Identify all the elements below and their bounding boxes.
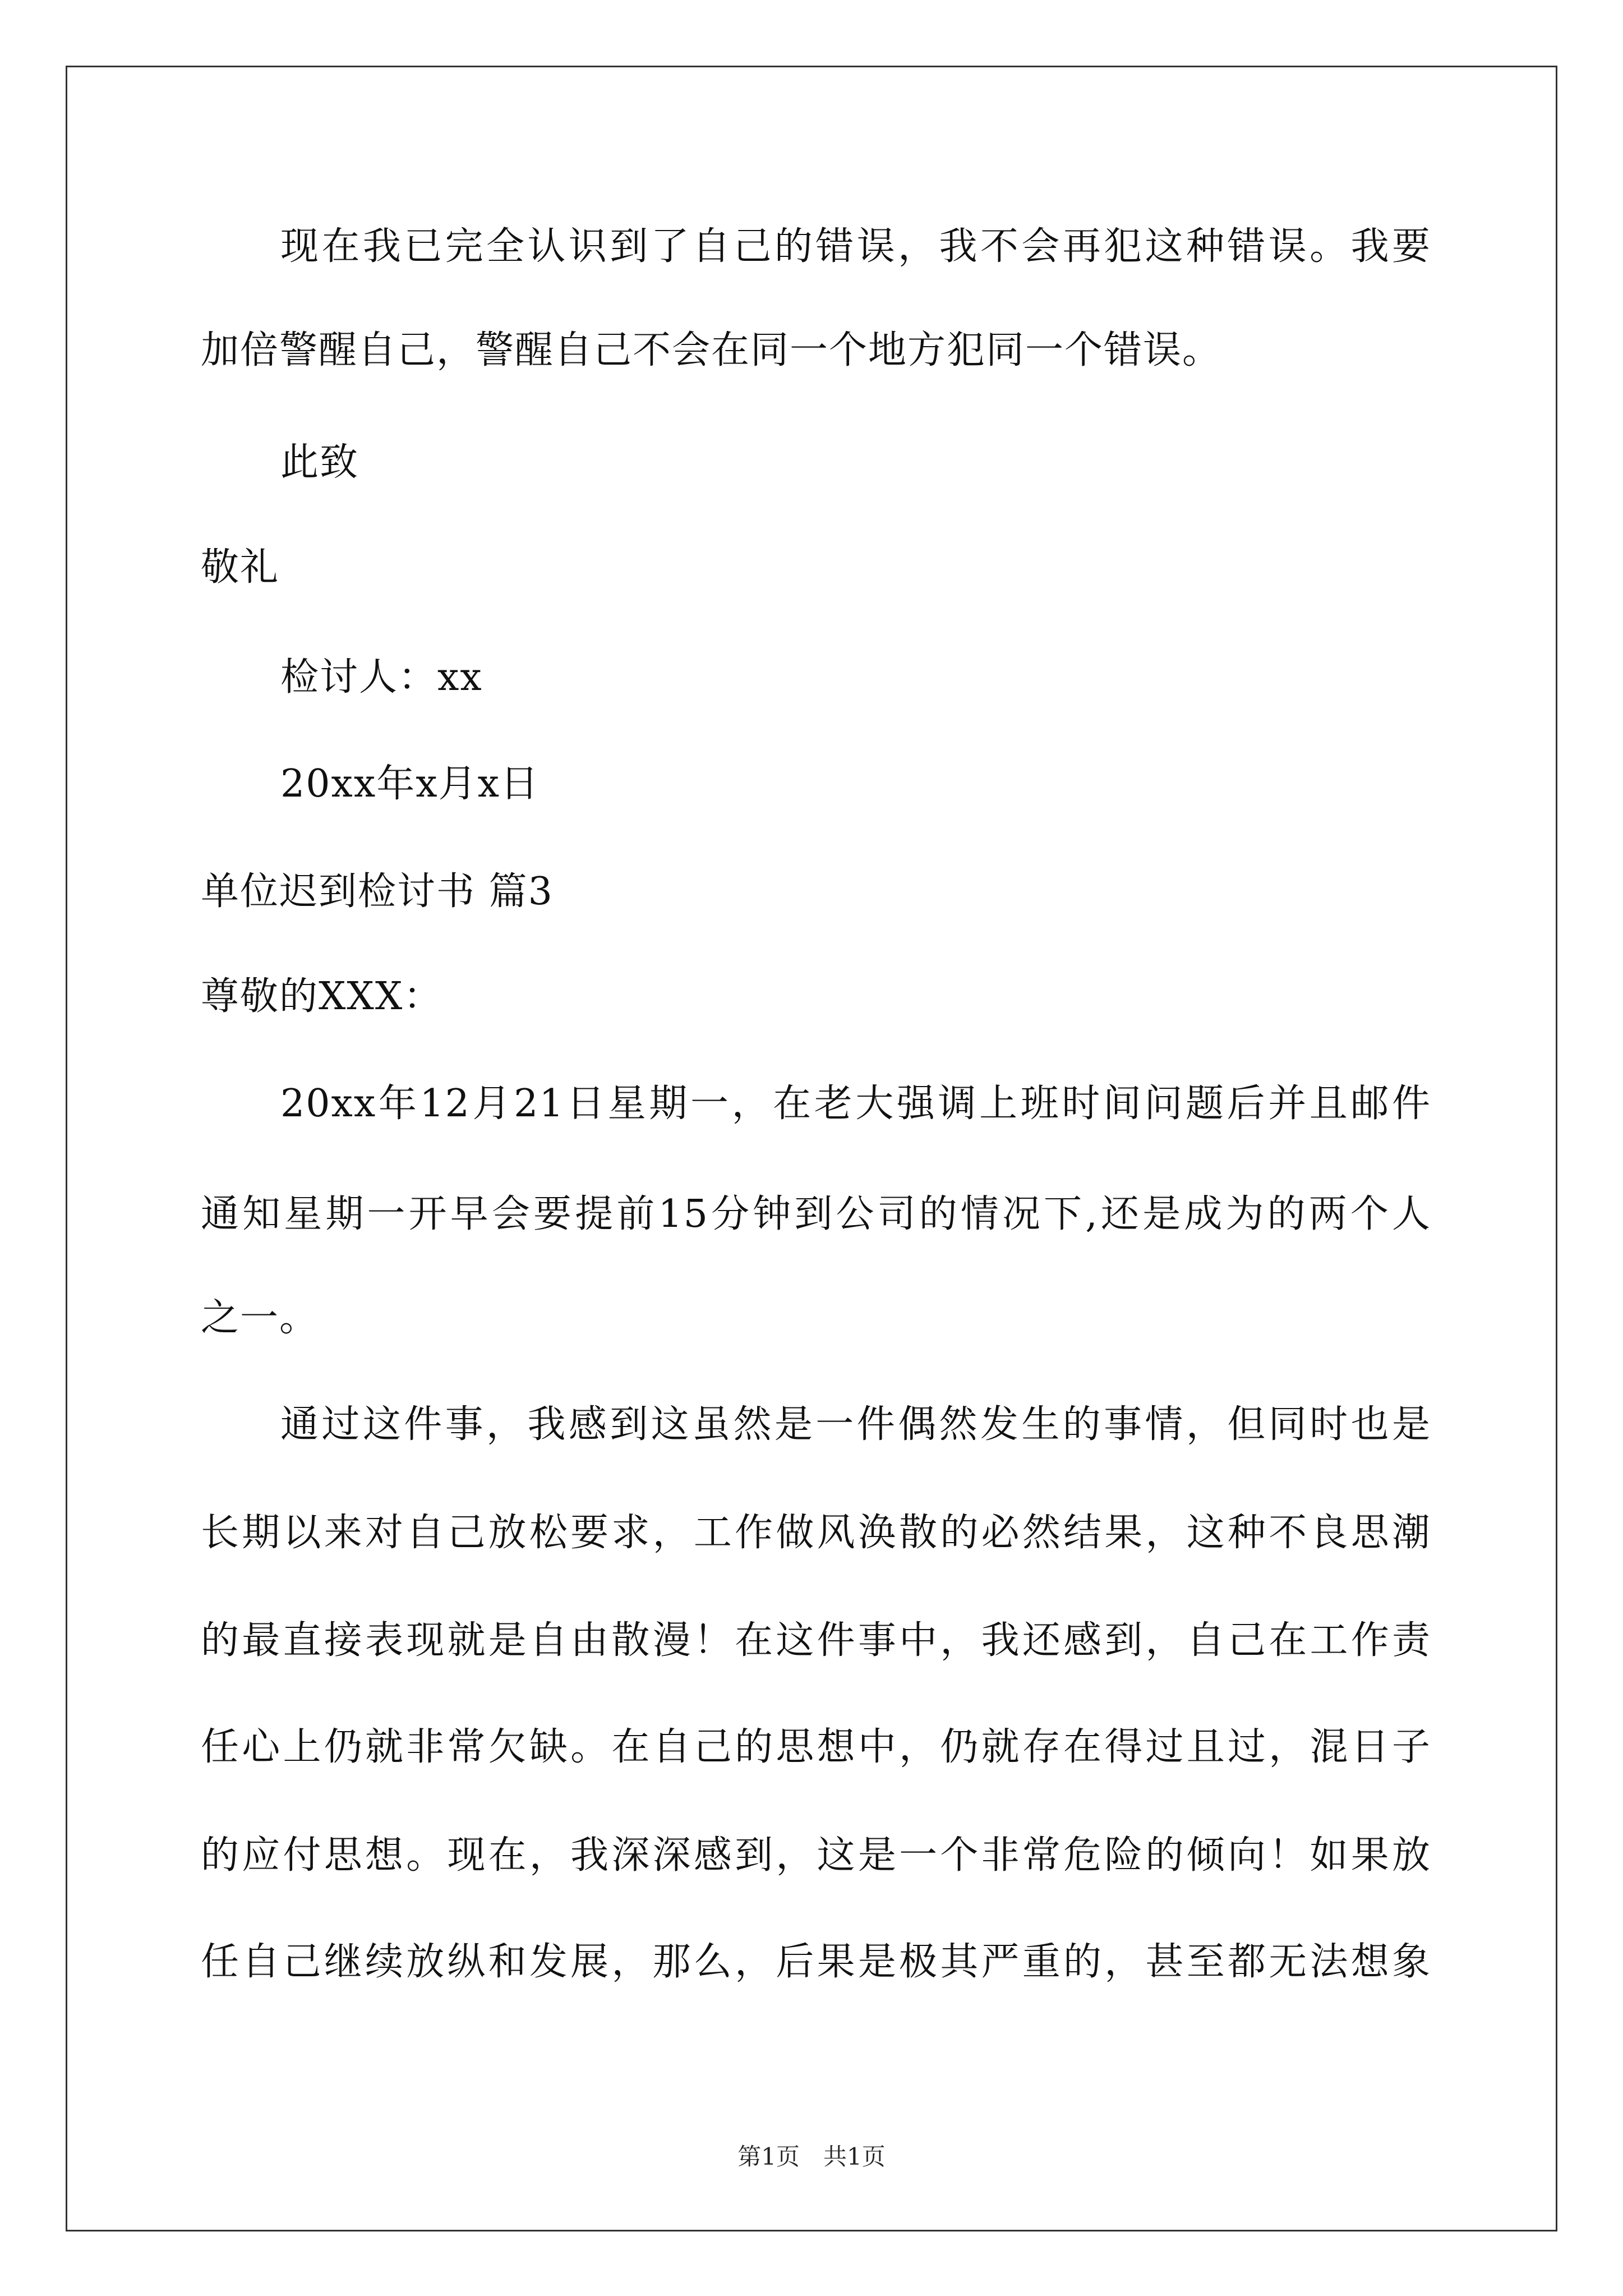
paragraph-line: 之一。 — [201, 1296, 319, 1340]
paragraph-line: 任心上仍就非常欠缺。在自己的思想中，仍就存在得过且过，混日子 — [201, 1725, 1431, 1769]
greeting: 尊敬的XXX： — [201, 974, 443, 1019]
paragraph-line: 的最直接表现就是自由散漫！在这件事中，我还感到，自己在工作责 — [201, 1618, 1431, 1663]
signature-date: 20xx年x月x日 — [280, 762, 540, 806]
closing-salutation: 此致 — [280, 440, 359, 485]
paragraph-line: 现在我已完全认识到了自己的错误，我不会再犯这种错误。我要 — [280, 224, 1431, 269]
signature-name: 检讨人：xx — [280, 655, 483, 700]
page-border — [66, 66, 1557, 2231]
paragraph-line: 20xx年12月21日星期一，在老大强调上班时间问题后并且邮件 — [280, 1082, 1431, 1126]
paragraph-line: 加倍警醒自己，警醒自己不会在同一个地方犯同一个错误。 — [201, 328, 1222, 372]
paragraph-line: 的应付思想。现在，我深深感到，这是一个非常危险的倾向！如果放 — [201, 1833, 1431, 1878]
paragraph-line: 通知星期一开早会要提前15分钟到公司的情况下,还是成为的两个人 — [201, 1192, 1431, 1236]
section-heading: 单位迟到检讨书 篇3 — [201, 869, 554, 914]
paragraph-line: 任自己继续放纵和发展，那么，后果是极其严重的，甚至都无法想象 — [201, 1940, 1431, 1984]
page-footer: 第1页 共1页 — [737, 2143, 886, 2170]
closing-regards: 敬礼 — [201, 545, 280, 590]
paragraph-line: 长期以来对自己放松要求，工作做风涣散的必然结果，这种不良思潮 — [201, 1511, 1431, 1555]
paragraph-line: 通过这件事，我感到这虽然是一件偶然发生的事情，但同时也是 — [280, 1402, 1431, 1447]
